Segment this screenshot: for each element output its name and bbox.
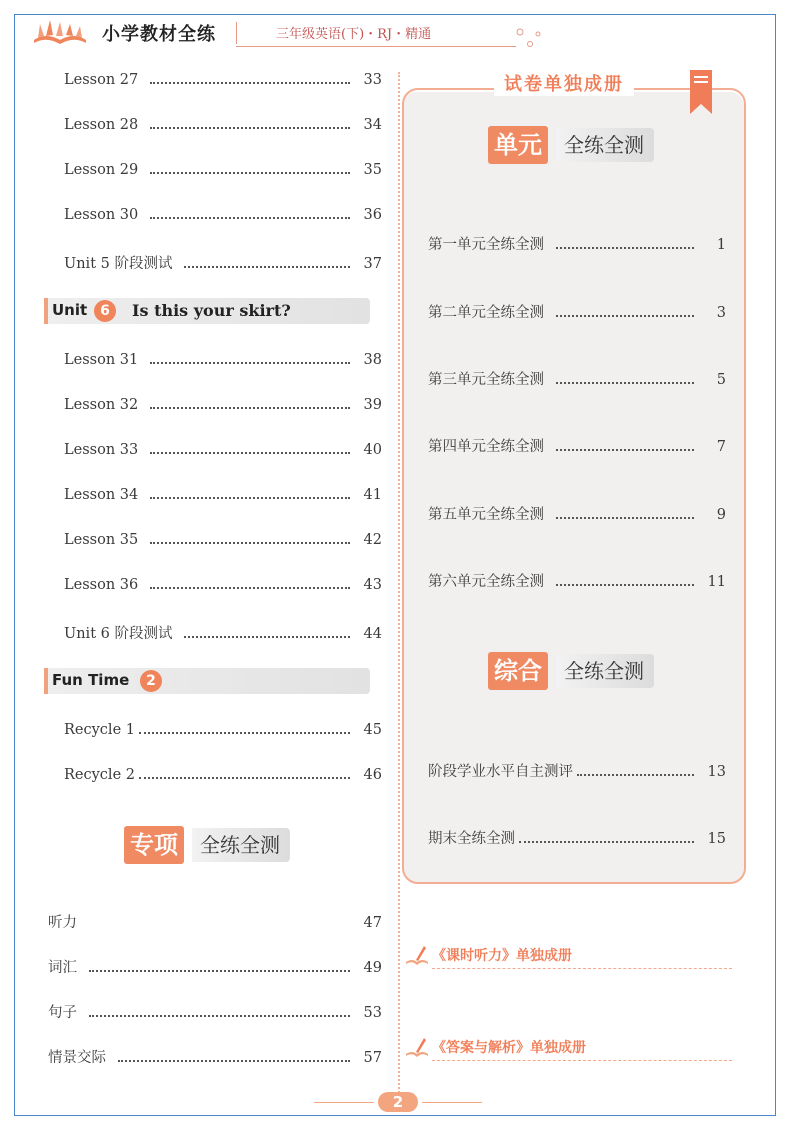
toc-row-final-test[interactable]: 期末全练全测 15 [428,831,726,847]
banner-big-text: 单元 [488,126,548,164]
toc-row-lesson-32[interactable]: Lesson 32 39 [64,397,382,413]
toc-row-recycle-2[interactable]: Recycle 2 46 [64,767,382,783]
banner-small-text: 全练全测 [556,654,654,688]
toc-row-sentences[interactable]: 句子 53 [48,1005,382,1021]
header-underline [236,46,516,47]
listening-booklet-text: 《课时听力》单独成册 [432,948,572,964]
toc-row-unit5-booklet-test[interactable]: 第五单元全练全测 9 [428,507,726,523]
toc-row-unit6-booklet-test[interactable]: 第六单元全练全测 11 [428,574,726,590]
listening-booklet-link[interactable] [404,944,734,966]
toc-row-lesson-30[interactable]: Lesson 30 36 [64,207,382,223]
book-info: 三年级英语(下)・RJ・精通 [276,27,432,42]
answers-booklet-text: 《答案与解析》单独成册 [432,1040,586,1056]
fun-time-word: Fun Time [52,671,130,689]
series-title: 小学教材全练 [102,24,216,45]
open-book-logo-icon [30,18,90,46]
toc-row-unit1-test[interactable]: 第一单元全练全测 1 [428,237,726,253]
banner-small-text: 全练全测 [556,128,654,162]
fun-time-number-badge: 2 [140,670,162,692]
toc-row-listening[interactable]: 听力 47 [48,915,382,931]
toc-row-lesson-36[interactable]: Lesson 36 43 [64,577,382,593]
toc-row-unit2-test[interactable]: 第二单元全练全测 3 [428,305,726,321]
page-number: 2 [378,1092,418,1112]
toc-row-stage-assessment[interactable]: 阶段学业水平自主测评 13 [428,764,726,780]
banner-small-text: 全练全测 [192,828,290,862]
booklet-title: 试卷单独成册 [494,70,634,96]
unit6-heading-bar [44,298,370,324]
banner-big-text: 综合 [488,652,548,690]
page-header [14,14,776,50]
toc-row-lesson-27[interactable]: Lesson 27 33 [64,72,382,88]
toc-row-unit3-test[interactable]: 第三单元全练全测 5 [428,372,726,388]
toc-row-lesson-34[interactable]: Lesson 34 41 [64,487,382,503]
toc-row-lesson-31[interactable]: Lesson 31 38 [64,352,382,368]
decorative-dots-icon [514,24,544,54]
toc-row-lesson-29[interactable]: Lesson 29 35 [64,162,382,178]
banner-big-text: 专项 [124,826,184,864]
special-section-banner [124,826,304,864]
book-pen-icon [404,1036,430,1058]
toc-row-lesson-33[interactable]: Lesson 33 40 [64,442,382,458]
column-divider [398,72,400,1112]
toc-row-lesson-35[interactable]: Lesson 35 42 [64,532,382,548]
toc-row-communication[interactable]: 情景交际 57 [48,1050,382,1066]
answers-booklet-link[interactable] [404,1036,734,1058]
unit-title: Is this your skirt? [132,301,291,320]
unit-number-badge: 6 [94,300,116,322]
fun-time-heading-bar [44,668,370,694]
toc-row-vocabulary[interactable]: 词汇 49 [48,960,382,976]
book-pen-icon [404,944,430,966]
header-separator [236,22,237,44]
toc-row-recycle-1[interactable]: Recycle 1 45 [64,722,382,738]
toc-row-unit4-test[interactable]: 第四单元全练全测 7 [428,439,726,455]
bookmark-ribbon-icon [690,70,712,114]
toc-row-lesson-28[interactable]: Lesson 28 34 [64,117,382,133]
toc-row-unit5-test[interactable]: Unit 5 阶段测试 37 [64,256,382,272]
comprehensive-section-banner [488,652,668,690]
toc-row-unit6-test[interactable]: Unit 6 阶段测试 44 [64,626,382,642]
unit-section-banner [488,126,668,164]
unit-word: Unit [52,301,88,319]
